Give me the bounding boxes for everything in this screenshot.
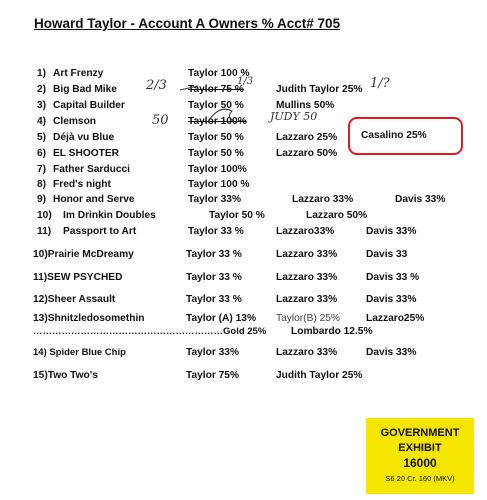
row-number: 8) [37,179,47,190]
horse-name: 15)Two Two's [33,370,98,381]
handwritten-note: 1/3 [237,76,254,87]
row-number: 11) [37,226,52,237]
exhibit-line-1: GOVERNMENT [380,427,460,439]
owner-share: Taylor 33 % [186,294,242,305]
owner-share: Davis 33% [366,294,417,305]
owner-share: Lazzaro 50% [276,148,338,159]
owner-share: Lazzaro 33% [292,194,354,205]
owner-share: Taylor 33 % [186,272,242,283]
owner-share: Lazzaro 50% [306,210,368,221]
row-number: 3) [37,100,47,111]
owner-share: Taylor 50 % [188,148,244,159]
horse-name: Passport to Art [63,226,137,237]
horse-name: 10)Prairie McDreamy [33,249,134,260]
owner-share: Judith Taylor 25% [276,84,363,95]
owner-share: Lazzaro 33% [276,347,338,358]
row-number: 1) [37,68,47,79]
horse-name: Capital Builder [53,100,125,111]
row-number: 10) [37,210,52,221]
owner-share: Mullins 50% [276,100,335,111]
exhibit-number: 16000 [403,456,437,470]
owner-share: Lazzaro 33% [276,272,338,283]
horse-name: Fred's night [53,179,111,190]
owner-share: Davis 33 [366,249,408,260]
horse-name: 13)Shnitzledosomethin [33,313,145,324]
horse-name: 12)Sheer Assault [33,294,116,305]
owner-share: Davis 33% [366,347,417,358]
row-number: 9) [37,194,47,205]
owner-share: Davis 33% [366,226,417,237]
pen-stroke [180,86,198,90]
owner-share: Lazzaro33% [276,226,335,237]
owner-share: Lombardo 12.5% [291,326,373,337]
owner-share: Taylor 75% [186,370,240,381]
owner-share: Taylor 33 % [188,226,244,237]
owner-share-struck: Taylor 100% [188,116,247,127]
horse-name: Im Drinkin Doubles [63,210,156,221]
owner-share: Taylor 33% [188,194,242,205]
owner-share: Taylor 100 % [188,179,250,190]
owner-share: Taylor 33% [186,347,240,358]
horse-name: Honor and Serve [53,194,135,205]
horse-name: 14) Spider Blue Chip [33,347,126,358]
row-number: 5) [37,132,47,143]
handwritten-note: 1/? [370,76,390,91]
owner-share: Taylor 50 % [209,210,265,221]
owner-share: Taylor (A) 13% [186,313,257,324]
horse-name: 11)SEW PSYCHED [33,272,123,283]
pen-stroke [210,109,234,121]
owner-share: Taylor 50 % [188,100,244,111]
handwritten-note: 50 [152,113,169,128]
exhibit-line-2: EXHIBIT [398,442,442,454]
exhibit-sticker [366,418,474,494]
owner-share: Lazzaro 25% [276,132,338,143]
horse-name: Big Bad Mike [53,84,117,95]
horse-name: Déjà vu Blue [53,132,115,143]
horse-name: Clemson [53,116,97,127]
owner-share: Taylor 100 % [188,68,250,79]
row-number: 7) [37,164,47,175]
owner-share: Davis 33 % [366,272,420,283]
horse-name: Art Frenzy [53,68,104,79]
exhibit-case-number: S6 20 Cr. 160 (MKV) [385,474,455,483]
owner-share: Taylor(B) 25% [276,313,340,324]
owner-share-highlighted: Casalino 25% [361,130,427,141]
row-number: 4) [37,116,47,127]
owner-share: Taylor 100% [188,164,247,175]
document-title: Howard Taylor - Account A Owners % Acct# 705 [34,16,341,31]
handwritten-note: 2/3 [146,78,167,93]
owner-share: Lazzaro25% [366,313,425,324]
owner-share: Taylor 33 % [186,249,242,260]
owner-share-struck: Taylor 75 % [188,84,244,95]
highlight-circle [348,117,463,155]
horse-name: Father Sarducci [53,164,130,175]
owner-share: Lazzaro 33% [276,294,338,305]
row-number: 2) [37,84,47,95]
handwritten-note: JUDY 50 [270,110,318,123]
horse-name: EL SHOOTER [53,148,120,159]
owner-share: Lazzaro 33% [276,249,338,260]
row-number: 6) [37,148,47,159]
owner-share: Davis 33% [395,194,446,205]
continuation-line: ……………………………………………………Gold 25% [33,326,267,337]
owner-share: Judith Taylor 25% [276,370,363,381]
owner-share: Taylor 50 % [188,132,244,143]
